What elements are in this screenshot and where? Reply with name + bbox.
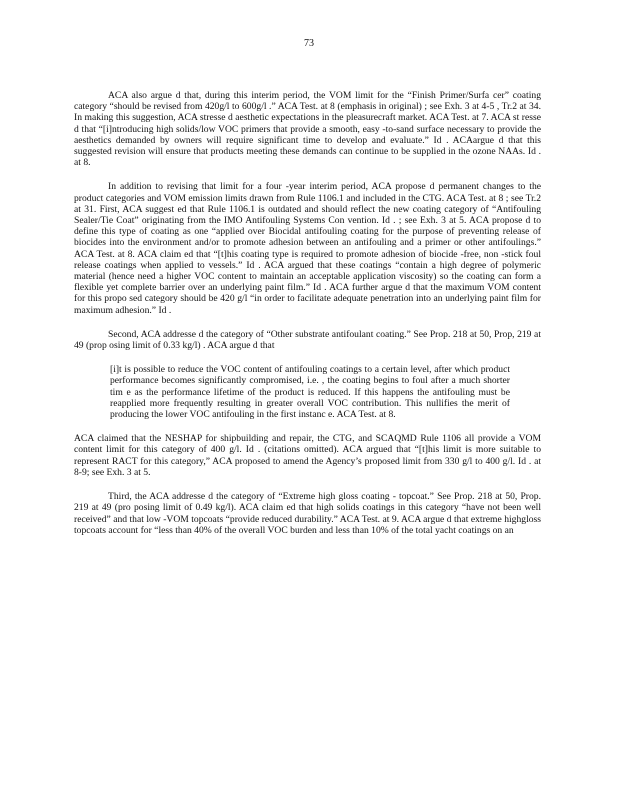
paragraph-high-gloss: Third, the ACA addresse d the category of “Extreme high gloss coating - topcoat.” See Prop. 218 at 50, Prop. 219 at 49 (pro posing limit of 0.49 kg/l). ACA claim ed that high solids coatings in this category “have not been well received” and that low -VOM topcoats “provide reduced durability.” ACA Test. at 9. ACA argue d that extreme highgloss topcoats account for “less than 40% of the overall VOC burden and less than 10% of the total yacht coatings on an xyxy=(74,491,541,536)
page-number: 73 xyxy=(304,38,314,49)
block-quote: [i]t is possible to reduce the VOC content of antifouling coatings to a certain level, after which product performance becomes significantly compromised, i.e. , the coating begins to foul after a much shorter tim e as the performance lifetime of the product is reduced. If this happens the antifouling must be reapplied more frequently resulting in greater overall VOC contribution. This nullifies the merit of producing the lower VOC antifouling in the first instanc e. ACA Test. at 8. xyxy=(110,364,510,421)
paragraph-antifouling-sealer: In addition to revising that limit for a four -year interim period, ACA propose d permanent changes to the product categories and VOM emission limits drawn from Rule 1106.1 and included in the CTG. ACA Test. at 8 ; see Tr.2 at 31. First, ACA suggest ed that Rule 1106.1 is outdated and should reflect the new coating category of “Antifouling Sealer/Tie Coat” originating from the IMO Antifouling Systems Con vention. Id . ; see Exh. 3 at 5. ACA propose d to define this type of coating as one “applied over Biocidal antifouling coating for the purpose of preventing release of biocides into the environment and/or to promote adhesion between an antifouling and a primer or other antifoulings.” ACA Test. at 8. ACA claim ed that “[t]his coating type is required to promote adhesion of biocide -free, non -stick foul release coatings when applied to vessels.” Id . ACA argued that these coatings “contain a high degree of polymeric material (hence need a higher VOC content to maintain an acceptable application viscosity) so the coating can form a flexible yet complete barrier over an underlying paint film.” Id . ACA further argue d that the maximum VOM content for this propo sed category should be 420 g/l “in order to facilitate adequate penetration into an underlying paint film for maximum adhesion.” Id . xyxy=(74,181,541,316)
body-text xyxy=(74,90,541,549)
paragraph-finish-primer: ACA also argue d that, during this interim period, the VOM limit for the “Finish Primer/Surfa cer” coating category “should be revised from 420g/l to 600g/l .” ACA Test. at 8 (emphasis in original) ; see Exh. 3 at 4-5 , Tr.2 at 34. In making this suggestion, ACA stresse d aesthetic expectations in the pleasurecraft market. ACA Test. at 7. ACA st resse d that “[i]ntroducing high solids/low VOC primers that provide a smooth, easy -to-sand surface necessary to provide the aesthetics demanded by owners will require significant time to develop and evaluate.” Id . ACAargue d that this suggested revision will ensure that products meeting these demands can continue to be supplied in the ozone NAAs. Id . at 8. xyxy=(74,90,541,169)
paragraph-neshap-limit: ACA claimed that the NESHAP for shipbuilding and repair, the CTG, and SCAQMD Rule 1106 all provide a VOM content limit for this category of 400 g/l. Id . (citations omitted). ACA argued that “[t]his limit is more suitable to represent RACT for this category,” ACA proposed to amend the Agency’s proposed limit from 330 g/l to 400 g/l. Id . at 8-9; see Exh. 3 at 5. xyxy=(74,433,541,478)
paragraph-other-substrate: Second, ACA addresse d the category of “Other substrate antifoulant coating.” See Prop. 218 at 50, Prop, 219 at 49 (prop osing limit of 0.33 kg/l) . ACA argue d that xyxy=(74,328,541,352)
